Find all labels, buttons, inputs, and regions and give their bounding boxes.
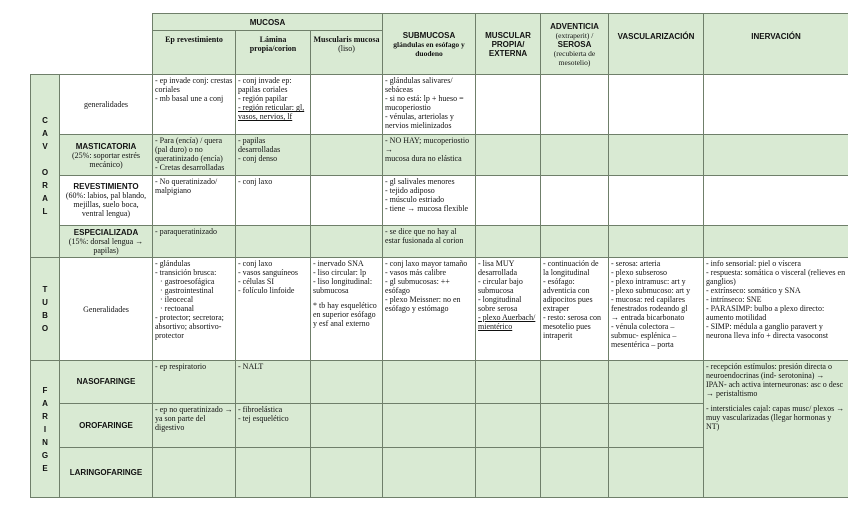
header-serosa-note: (recubierta de mesotelio) bbox=[553, 49, 596, 67]
cell-orofaringe-vascular bbox=[609, 403, 704, 447]
header-submucosa bbox=[383, 14, 476, 75]
cell-line: - tej esquelético bbox=[238, 413, 289, 423]
row-label-orofaringe bbox=[60, 403, 153, 447]
cell-nasofaringe-lamina bbox=[236, 361, 311, 403]
group-letter: E bbox=[42, 463, 48, 473]
cell-line: - glándulas salivares/ sebáceas bbox=[385, 76, 453, 95]
cell-line: - región papilar bbox=[238, 94, 288, 104]
cell-laringofaringe-adventicia bbox=[541, 447, 609, 497]
cell-revestimiento-muscular bbox=[476, 175, 541, 225]
cell-line: - mucosa: red capilares fenestrados rodeando gl bbox=[611, 294, 688, 313]
cell-tubo-adventicia bbox=[541, 257, 609, 360]
cell-laringofaringe-vascular bbox=[609, 447, 704, 497]
cell-nasofaringe-submucosa bbox=[383, 361, 476, 403]
cell-line: - glándulas bbox=[155, 258, 191, 268]
cell-line: - conj laxo bbox=[238, 176, 273, 186]
cell-line: - plexo Auerbach/ mientérico bbox=[478, 312, 536, 331]
group-cav-oral bbox=[31, 75, 60, 258]
cell-revestimiento-lamina bbox=[236, 175, 311, 225]
cell-tubo-inervacion bbox=[704, 257, 848, 360]
row-label-title: NASOFARINGE bbox=[76, 377, 136, 387]
group-letter: A bbox=[42, 398, 48, 408]
row-label-sub: (25%: soportar estrés mecánico) bbox=[72, 150, 140, 169]
group-faringe bbox=[31, 361, 60, 498]
header-adventicia-note: (extraperit) / bbox=[555, 31, 594, 40]
cell-line: → entrada bicarbonato bbox=[611, 312, 685, 322]
cell-line: - liso longitudinal: submucosa bbox=[313, 276, 373, 295]
header-submucosa-title: SUBMUCOSA bbox=[402, 30, 456, 40]
group-letter: G bbox=[41, 450, 49, 460]
cell-line: - ep invade conj: crestas coriales bbox=[155, 76, 233, 95]
cell-line: - vasos más calibre bbox=[385, 267, 447, 277]
row-label-title: LARINGOFARINGE bbox=[69, 467, 143, 477]
group-letter: I bbox=[43, 424, 47, 434]
cell-masticatoria-ep bbox=[153, 135, 236, 175]
cell-line: · gastroesofágica bbox=[160, 276, 215, 286]
cell-tubo-lamina bbox=[236, 257, 311, 360]
cell-especializada-adventicia bbox=[541, 225, 609, 257]
cell-line: - vasos sanguíneos bbox=[238, 267, 298, 277]
row-label-tubo-generalidades: Generalidades bbox=[60, 257, 153, 360]
cell-nasofaringe-muscularis bbox=[311, 361, 383, 403]
corner-blank-3 bbox=[31, 31, 60, 75]
group-letter: A bbox=[42, 194, 48, 204]
corner-blank-4 bbox=[60, 31, 153, 75]
cell-generalidades-ep bbox=[153, 75, 236, 135]
cell-line: - mb basal une a conj bbox=[155, 94, 224, 104]
cell-line: - paraqueratinizado bbox=[155, 226, 217, 236]
row-label-laringofaringe bbox=[60, 447, 153, 497]
header-lamina-propia: Lámina propia/corion bbox=[236, 31, 311, 75]
row-label-masticatoria bbox=[60, 135, 153, 175]
row-label-especializada bbox=[60, 225, 153, 257]
cell-nasofaringe-muscular bbox=[476, 361, 541, 403]
cell-line: · gastrointestinal bbox=[160, 285, 214, 295]
cell-masticatoria-lamina bbox=[236, 135, 311, 175]
cell-line: - PARASIMP: bulbo a plexo directo: aumento motilidad bbox=[706, 303, 825, 322]
cell-line: - circular bajo submucosa bbox=[478, 276, 523, 295]
cell-line: - SIMP: médula a ganglio paravert y neurona lleva info + directa vasoconst bbox=[706, 321, 829, 340]
cell-line: - lisa MUY desarrollada bbox=[478, 258, 518, 277]
cell-line: - plexo intramusc: art y bbox=[611, 276, 686, 286]
cell-generalidades-inervacion bbox=[704, 75, 848, 135]
group-letter: V bbox=[42, 142, 48, 152]
cell-line: - conj laxo bbox=[238, 258, 273, 268]
cell-line: - células SI bbox=[238, 276, 274, 286]
cell-line: - conj laxo mayor tamaño bbox=[385, 258, 468, 268]
cell-nasofaringe-vascular bbox=[609, 361, 704, 403]
cell-orofaringe-submucosa bbox=[383, 403, 476, 447]
cell-especializada-lamina bbox=[236, 225, 311, 257]
cell-tubo-muscular bbox=[476, 257, 541, 360]
cell-line: - transición brusca: bbox=[155, 267, 217, 277]
cell-line: - papilas desarrolladas bbox=[238, 136, 281, 155]
group-letter: C bbox=[42, 116, 48, 126]
row-label-title: MASTICATORIA bbox=[75, 141, 137, 151]
cell-line: - respuesta: somática o visceral (relieves en ganglios) bbox=[706, 267, 846, 286]
group-letter: T bbox=[42, 285, 48, 295]
cell-line: - conj denso bbox=[238, 154, 278, 164]
cell-line: - longitudinal sobre serosa bbox=[478, 294, 522, 313]
cell-line: - conj invade ep: papilas coriales bbox=[238, 76, 292, 95]
cell-generalidades-muscular bbox=[476, 75, 541, 135]
row-label-nasofaringe bbox=[60, 361, 153, 403]
cell-line: * tb hay esquelético en superior esófago y esf anal externo bbox=[313, 300, 377, 328]
group-letter: R bbox=[42, 181, 48, 191]
group-letter: B bbox=[42, 311, 48, 321]
cell-orofaringe-adventicia bbox=[541, 403, 609, 447]
cell-laringofaringe-muscular bbox=[476, 447, 541, 497]
cell-generalidades-muscularis bbox=[311, 75, 383, 135]
row-label-revestimiento bbox=[60, 175, 153, 225]
group-letter: U bbox=[42, 298, 48, 308]
cell-line: · rectoanal bbox=[160, 303, 194, 313]
cell-tubo-muscularis bbox=[311, 257, 383, 360]
cell-line: - liso circular: lp bbox=[313, 267, 367, 277]
cell-revestimiento-inervacion bbox=[704, 175, 848, 225]
cell-line: - info sensorial: piel o víscera bbox=[706, 258, 801, 268]
group-letter: A bbox=[42, 129, 48, 139]
group-letter: O bbox=[41, 168, 49, 178]
cell-line: - inervado SNA bbox=[313, 258, 364, 268]
cell-line: - si no está: lp + hueso = mucoperiostio bbox=[385, 94, 464, 113]
row-label-title: OROFARINGE bbox=[79, 420, 133, 430]
group-tubo bbox=[31, 257, 60, 360]
cell-line: - músculo estriado bbox=[385, 194, 445, 204]
cell-line: - plexo submucoso: art y bbox=[611, 285, 691, 295]
group-letter: R bbox=[42, 411, 48, 421]
cell-tubo-ep bbox=[153, 257, 236, 360]
header-ep-revestimiento: Ep revestimiento bbox=[153, 31, 236, 75]
row-label-title: REVESTIMIENTO bbox=[73, 182, 139, 192]
cell-especializada-ep bbox=[153, 225, 236, 257]
header-serosa-title: SEROSA bbox=[557, 40, 592, 49]
cell-line: - región reticular: gl, vasos, nervios, lf bbox=[238, 103, 305, 122]
cell-especializada-inervacion bbox=[704, 225, 848, 257]
cell-line: - vénula colectora – submuc- esplénica – mesentérica – porta bbox=[611, 321, 677, 349]
cell-orofaringe-lamina bbox=[236, 403, 311, 447]
cell-orofaringe-ep bbox=[153, 403, 236, 447]
cell-line: - tiene → mucosa flexible bbox=[385, 203, 469, 213]
cell-revestimiento-submucosa bbox=[383, 175, 476, 225]
cell-line: - serosa: arteria bbox=[611, 258, 661, 268]
cell-generalidades-adventicia bbox=[541, 75, 609, 135]
cell-masticatoria-submucosa bbox=[383, 135, 476, 175]
row-label-sub: (15%: dorsal lengua → papilas) bbox=[68, 236, 144, 255]
row-label-generalidades: generalidades bbox=[60, 75, 153, 135]
cell-line: - continuación de la longitudinal bbox=[543, 258, 599, 277]
cell-revestimiento-muscularis bbox=[311, 175, 383, 225]
cell-line: - se dice que no hay al estar fusionada al corion bbox=[385, 226, 464, 245]
cell-orofaringe-muscular bbox=[476, 403, 541, 447]
cell-line: - gl submucosas: ++ esófago bbox=[385, 276, 450, 295]
cell-line: - Para (encía) / quera (pal duro) o no queratinizado (encía) bbox=[155, 136, 223, 164]
cell-masticatoria-muscularis bbox=[311, 135, 383, 175]
cell-line: - NO HAY; mucoperiostio → bbox=[385, 136, 470, 155]
cell-line: · ileocecal bbox=[160, 294, 194, 304]
cell-line: - plexo Meissner: no en esófago y estómago bbox=[385, 294, 461, 313]
row-label-sub: (60%: labios, pal blando, mejillas, suelo boca, ventral lengua) bbox=[65, 191, 147, 219]
cell-line: - gl salivales menores bbox=[385, 176, 455, 186]
header-adventicia-title: ADVENTICIA bbox=[550, 22, 599, 31]
header-muscularis-mucosa bbox=[311, 31, 383, 75]
header-submucosa-note: glándulas en esófago y duodeno bbox=[393, 39, 465, 58]
cell-line: - fibroelástica bbox=[238, 404, 283, 414]
cell-nasofaringe-adventicia bbox=[541, 361, 609, 403]
cell-line: - resto: serosa con mesotelio pues intraperit bbox=[543, 312, 601, 340]
cell-line: - intersticiales cajal: capas musc/ plexos → muy vascularizadas (llegar hormonas y NT) bbox=[706, 404, 845, 432]
group-letter: F bbox=[42, 385, 48, 395]
cell-line: - ep no queratinizado → ya son parte del digestivo bbox=[155, 404, 233, 432]
cell-line: - recepción estímulos: presión directa o neuroendocrinas (ind- serotonina) → IPAN- ach activa interneuronas: asc o desc → peristaltismo bbox=[706, 362, 844, 399]
header-mucosa: MUCOSA bbox=[153, 14, 383, 31]
cell-faringe-inervacion bbox=[704, 361, 848, 498]
cell-revestimiento-vascular bbox=[609, 175, 704, 225]
cell-laringofaringe-muscularis bbox=[311, 447, 383, 497]
cell-tubo-vascular bbox=[609, 257, 704, 360]
cell-line: - folículo linfoide bbox=[238, 285, 295, 295]
cell-revestimiento-adventicia bbox=[541, 175, 609, 225]
cell-laringofaringe-lamina bbox=[236, 447, 311, 497]
cell-especializada-submucosa bbox=[383, 225, 476, 257]
header-adventicia bbox=[541, 14, 609, 75]
corner-blank-2 bbox=[60, 14, 153, 31]
header-vascularizacion: VASCULARIZACIÓN bbox=[609, 14, 704, 75]
cell-nasofaringe-ep bbox=[153, 361, 236, 403]
cell-generalidades-vascular bbox=[609, 75, 704, 135]
group-letter: O bbox=[41, 324, 49, 334]
cell-masticatoria-inervacion bbox=[704, 135, 848, 175]
cell-line: - ep respiratorio bbox=[155, 362, 207, 372]
cell-line: - tejido adiposo bbox=[385, 185, 435, 195]
cell-orofaringe-muscularis bbox=[311, 403, 383, 447]
corner-blank bbox=[31, 14, 60, 31]
cell-line: - esófago: adventicia con adipocitos pues extraper bbox=[543, 276, 593, 313]
cell-line: - intrínseco: SNE bbox=[706, 294, 762, 304]
cell-line: - NALT bbox=[238, 362, 264, 372]
cell-especializada-muscular bbox=[476, 225, 541, 257]
header-muscular-propia: MUSCULAR PROPIA/ EXTERNA bbox=[476, 14, 541, 75]
row-label-title: ESPECIALIZADA bbox=[73, 227, 139, 237]
cell-tubo-submucosa bbox=[383, 257, 476, 360]
cell-line: - plexo subseroso bbox=[611, 267, 668, 277]
cell-line: mucosa dura no elástica bbox=[385, 154, 462, 164]
cell-generalidades-lamina bbox=[236, 75, 311, 135]
cell-line: - No queratinizado/ malpigiano bbox=[155, 176, 218, 195]
cell-masticatoria-vascular bbox=[609, 135, 704, 175]
header-muscularis-note: (liso) bbox=[338, 44, 355, 54]
cell-masticatoria-muscular bbox=[476, 135, 541, 175]
histology-table-wrapper bbox=[30, 13, 848, 498]
cell-line: - Cretas desarrolladas bbox=[155, 163, 225, 173]
header-inervacion: INERVACIÓN bbox=[704, 14, 848, 75]
cell-masticatoria-adventicia bbox=[541, 135, 609, 175]
group-letter: L bbox=[42, 207, 48, 217]
histology-table bbox=[30, 13, 848, 498]
header-muscularis-title: Muscularis mucosa bbox=[313, 35, 380, 45]
cell-line: - vénulas, arteriolas y nervios mielinizados bbox=[385, 112, 454, 131]
cell-revestimiento-ep bbox=[153, 175, 236, 225]
cell-especializada-vascular bbox=[609, 225, 704, 257]
cell-line: - extrínseco: somático y SNA bbox=[706, 285, 801, 295]
cell-especializada-muscularis bbox=[311, 225, 383, 257]
cell-generalidades-submucosa bbox=[383, 75, 476, 135]
cell-line: - protector; secretora; absortivo; absortivo-protector bbox=[155, 312, 224, 340]
cell-laringofaringe-ep bbox=[153, 447, 236, 497]
cell-laringofaringe-submucosa bbox=[383, 447, 476, 497]
group-letter: N bbox=[42, 437, 48, 447]
